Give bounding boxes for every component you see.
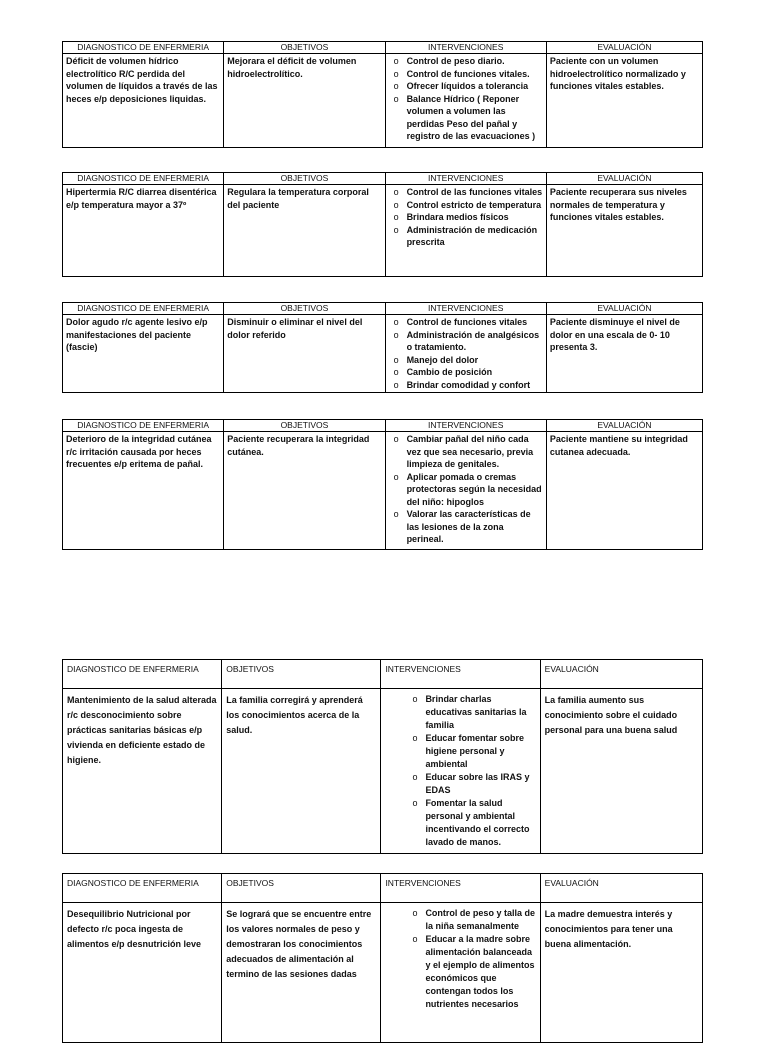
header-evaluacion: EVALUACIÓN: [546, 303, 702, 315]
list-item: o Control de peso diario.: [389, 55, 543, 68]
intervenciones-cell: [385, 432, 546, 550]
header-diagnostico: DIAGNOSTICO DE ENFERMERIA: [63, 42, 224, 54]
list-item: o Educar a la madre sobre alimentación balanceada y el ejemplo de alimentos económicos que contengan todos los nutrientes necesarios: [407, 933, 535, 1011]
header-evaluacion: EVALUACIÓN: [540, 660, 702, 689]
list-item: o Balance Hídrico ( Reponer volumen a volumen las perdidas Peso del pañal y registro de las evacuaciones ): [389, 93, 543, 143]
header-row: [63, 42, 703, 54]
care-plan-table-2: [62, 172, 703, 277]
list-item: o Control de las funciones vitales: [389, 186, 543, 199]
evaluacion-cell: Paciente con un volumen hidroelectrolítico normalizado y funciones vitales estables.: [546, 54, 702, 148]
header-objetivos: OBJETIVOS: [224, 173, 385, 185]
header-row: [63, 420, 703, 432]
care-plan-table-1: [62, 41, 703, 148]
objetivos-cell: Disminuir o eliminar el nivel del dolor referido: [224, 315, 385, 393]
objetivos-cell: Regulara la temperatura corporal del paciente: [224, 185, 385, 277]
list-item: o Cambiar pañal del niño cada vez que sea necesario, previa limpieza de genitales.: [389, 433, 543, 471]
header-intervenciones: INTERVENCIONES: [385, 303, 546, 315]
diagnostico-cell: Déficit de volumen hídrico electrolítico R/C perdida del volumen de líquidos a través de las heces e/p deposiciones liquidas.: [63, 54, 224, 148]
intervenciones-list: [385, 907, 535, 1011]
header-diagnostico: DIAGNOSTICO DE ENFERMERIA: [63, 303, 224, 315]
header-diagnostico: DIAGNOSTICO DE ENFERMERIA: [63, 420, 224, 432]
list-item: o Brindara medios físicos: [389, 211, 543, 224]
diagnostico-cell: Mantenimiento de la salud alterada r/c desconocimiento sobre prácticas sanitarias básicas e/p vivienda en deficiente estado de higiene.: [63, 689, 222, 854]
intervenciones-list: [389, 55, 543, 143]
intervenciones-cell: [381, 689, 540, 854]
intervenciones-cell: [385, 54, 546, 148]
header-diagnostico: DIAGNOSTICO DE ENFERMERIA: [63, 660, 222, 689]
objetivos-cell: Se logrará que se encuentre entre los valores normales de peso y demostraran los conocimientos adecuados de alimentación al termino de las sesiones dadas: [222, 903, 381, 1043]
header-evaluacion: EVALUACIÓN: [546, 420, 702, 432]
table-row: [63, 185, 703, 277]
intervenciones-list: [385, 693, 535, 849]
objetivos-cell: La familia corregirá y aprenderá los conocimientos acerca de la salud.: [222, 689, 381, 854]
table-row: [63, 903, 703, 1043]
header-diagnostico: DIAGNOSTICO DE ENFERMERIA: [63, 874, 222, 903]
header-evaluacion: EVALUACIÓN: [546, 42, 702, 54]
list-item: o Administración de medicación prescrita: [389, 224, 543, 249]
care-plan-table-4: [62, 419, 703, 550]
header-intervenciones: INTERVENCIONES: [385, 173, 546, 185]
table-row: [63, 54, 703, 148]
intervenciones-list: [389, 433, 543, 546]
list-item: o Ofrecer líquidos a tolerancia: [389, 80, 543, 93]
header-objetivos: OBJETIVOS: [224, 420, 385, 432]
table-row: [63, 315, 703, 393]
header-intervenciones: INTERVENCIONES: [385, 42, 546, 54]
evaluacion-cell: Paciente disminuye el nivel de dolor en una escala de 0- 10 presenta 3.: [546, 315, 702, 393]
list-item: o Educar fomentar sobre higiene personal y ambiental: [407, 732, 535, 771]
header-row: [63, 173, 703, 185]
header-objetivos: OBJETIVOS: [222, 874, 381, 903]
list-item: o Control de funciones vitales: [389, 316, 543, 329]
table-row: [63, 689, 703, 854]
header-row: [63, 660, 703, 689]
list-item: o Cambio de posición: [389, 366, 543, 379]
diagnostico-cell: Deterioro de la integridad cutánea r/c irritación causada por heces frecuentes e/p eritema de pañal.: [63, 432, 224, 550]
list-item: o Valorar las características de las lesiones de la zona perineal.: [389, 508, 543, 546]
header-intervenciones: INTERVENCIONES: [385, 420, 546, 432]
header-objetivos: OBJETIVOS: [222, 660, 381, 689]
intervenciones-cell: [385, 185, 546, 277]
list-item: o Administración de analgésicos o tratamiento.: [389, 329, 543, 354]
header-diagnostico: DIAGNOSTICO DE ENFERMERIA: [63, 173, 224, 185]
evaluacion-cell: La madre demuestra interés y conocimientos para tener una buena alimentación.: [540, 903, 702, 1043]
intervenciones-list: [389, 186, 543, 249]
diagnostico-cell: Desequilibrio Nutricional por defecto r/c poca ingesta de alimentos e/p desnutrición leve: [63, 903, 222, 1043]
list-item: o Control de peso y talla de la niña semanalmente: [407, 907, 535, 933]
intervenciones-cell: [381, 903, 540, 1043]
header-objetivos: OBJETIVOS: [224, 42, 385, 54]
list-item: o Control de funciones vitales.: [389, 68, 543, 81]
header-objetivos: OBJETIVOS: [224, 303, 385, 315]
care-plan-table-3: [62, 302, 703, 393]
objetivos-cell: Paciente recuperara la integridad cutánea.: [224, 432, 385, 550]
list-item: o Educar sobre las IRAS y EDAS: [407, 771, 535, 797]
header-evaluacion: EVALUACIÓN: [540, 874, 702, 903]
list-item: o Manejo del dolor: [389, 354, 543, 367]
care-plan-table-5: [62, 659, 703, 854]
care-plan-table-6: [62, 873, 703, 1043]
evaluacion-cell: Paciente recuperara sus niveles normales de temperatura y funciones vitales estables.: [546, 185, 702, 277]
header-evaluacion: EVALUACIÓN: [546, 173, 702, 185]
diagnostico-cell: Hipertermia R/C diarrea disentérica e/p temperatura mayor a 37º: [63, 185, 224, 277]
table-row: [63, 432, 703, 550]
intervenciones-list: [389, 316, 543, 391]
diagnostico-cell: Dolor agudo r/c agente lesivo e/p manifestaciones del paciente (fascie): [63, 315, 224, 393]
list-item: o Brindar charlas educativas sanitarias la familia: [407, 693, 535, 732]
list-item: o Fomentar la salud personal y ambiental incentivando el correcto lavado de manos.: [407, 797, 535, 849]
header-intervenciones: INTERVENCIONES: [381, 660, 540, 689]
header-intervenciones: INTERVENCIONES: [381, 874, 540, 903]
objetivos-cell: Mejorara el déficit de volumen hidroelectrolítico.: [224, 54, 385, 148]
header-row: [63, 874, 703, 903]
list-item: o Aplicar pomada o cremas protectoras según la necesidad del niño: hipoglos: [389, 471, 543, 509]
header-row: [63, 303, 703, 315]
evaluacion-cell: Paciente mantiene su integridad cutanea adecuada.: [546, 432, 702, 550]
evaluacion-cell: La familia aumento sus conocimiento sobre el cuidado personal para una buena salud: [540, 689, 702, 854]
intervenciones-cell: [385, 315, 546, 393]
list-item: o Control estricto de temperatura: [389, 199, 543, 212]
list-item: o Brindar comodidad y confort: [389, 379, 543, 392]
